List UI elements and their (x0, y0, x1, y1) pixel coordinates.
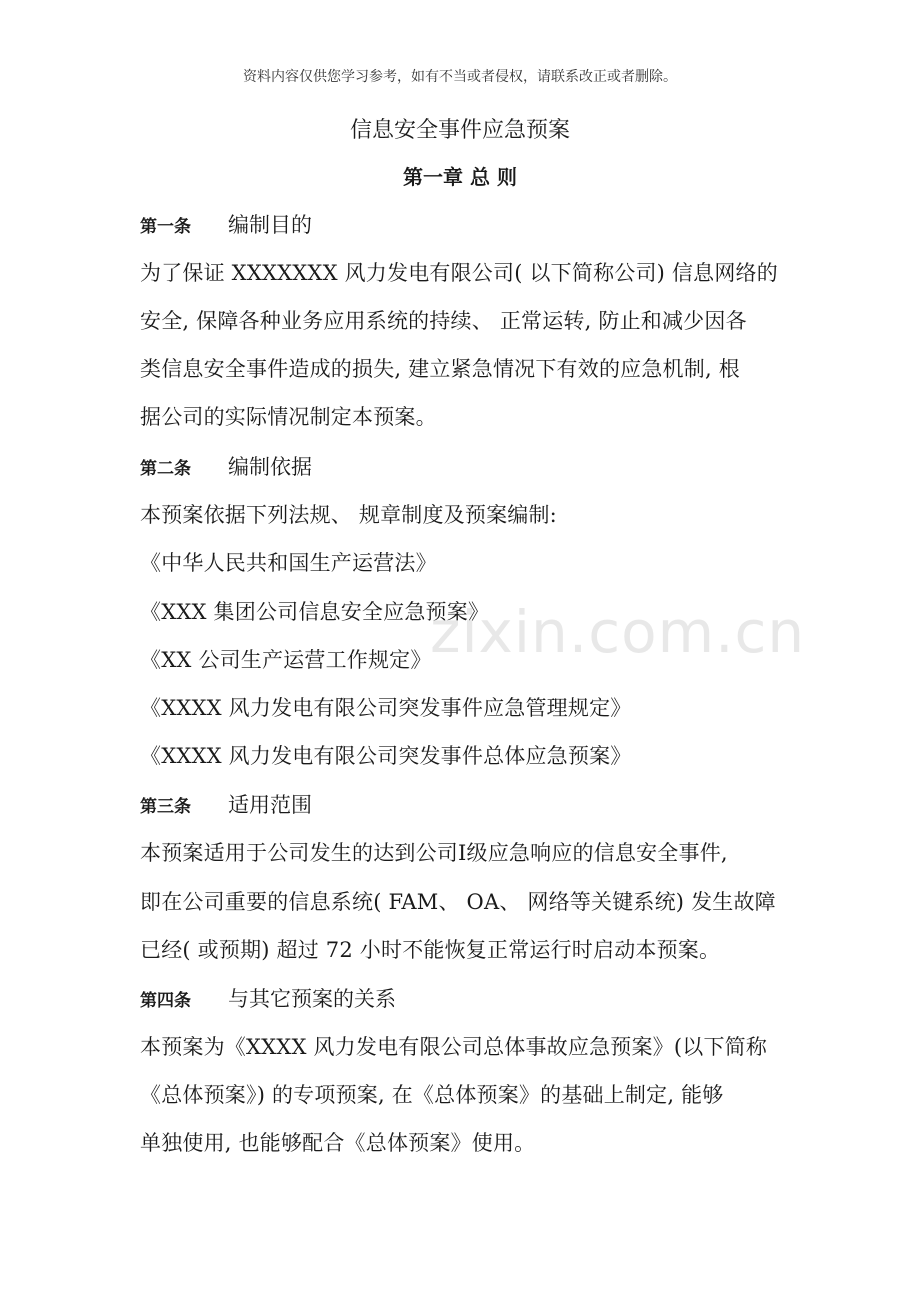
watermark: zixin.com.cn (430, 598, 806, 666)
paragraph-line: 本预案依据下列法规、 规章制度及预案编制: (140, 503, 557, 527)
reference-item: 《XXXX 风力发电有限公司突发事件应急管理规定》 (140, 696, 632, 720)
article-number: 第三条 (140, 797, 191, 817)
paragraph-line: 即在公司重要的信息系统( FAM、 OA、 网络等关键系统) 发生故障 (140, 890, 776, 914)
reference-item: 《XXX 集团公司信息安全应急预案》 (140, 600, 490, 624)
paragraph-line: 单独使用, 也能够配合《总体预案》使用。 (140, 1131, 536, 1155)
article-title: 适用范围 (228, 793, 312, 817)
article-title: 编制目的 (228, 213, 312, 237)
paragraph-line: 本预案为《XXXX 风力发电有限公司总体事故应急预案》(以下简称 (140, 1035, 768, 1059)
article-1-heading (140, 209, 312, 239)
article-number: 第二条 (140, 459, 191, 479)
article-number: 第一条 (140, 217, 191, 237)
reference-item: 《XXXX 风力发电有限公司突发事件总体应急预案》 (140, 744, 632, 768)
paragraph-line: 为了保证 XXXXXXX 风力发电有限公司( 以下简称公司) 信息网络的 (140, 261, 778, 285)
paragraph-line: 类信息安全事件造成的损失, 建立紧急情况下有效的应急机制, 根 (140, 357, 740, 381)
article-title: 编制依据 (228, 455, 312, 479)
chapter-heading: 第一章 总 则 (403, 165, 517, 189)
article-3-heading (140, 789, 312, 819)
paragraph-line: 安全, 保障各种业务应用系统的持续、 正常运转, 防止和减少因各 (140, 309, 747, 333)
article-2-heading (140, 451, 312, 481)
paragraph-line: 已经( 或预期) 超过 72 小时不能恢复正常运行时启动本预案。 (140, 938, 721, 962)
paragraph-line: 据公司的实际情况制定本预案。 (140, 405, 437, 429)
paragraph-line: 本预案适用于公司发生的达到公司Ⅰ级应急响应的信息安全事件, (140, 841, 728, 865)
reference-item: 《中华人民共和国生产运营法》 (140, 551, 437, 575)
article-number: 第四条 (140, 991, 191, 1011)
copyright-notice: 资料内容仅供您学习参考，如有不当或者侵权，请联系改正或者删除。 (243, 69, 677, 85)
article-title: 与其它预案的关系 (228, 987, 396, 1011)
article-4-heading (140, 983, 396, 1013)
reference-item: 《XX 公司生产运营工作规定》 (140, 648, 432, 672)
paragraph-line: 《总体预案》) 的专项预案, 在《总体预案》的基础上制定, 能够 (140, 1083, 724, 1107)
document-title: 信息安全事件应急预案 (349, 118, 570, 143)
